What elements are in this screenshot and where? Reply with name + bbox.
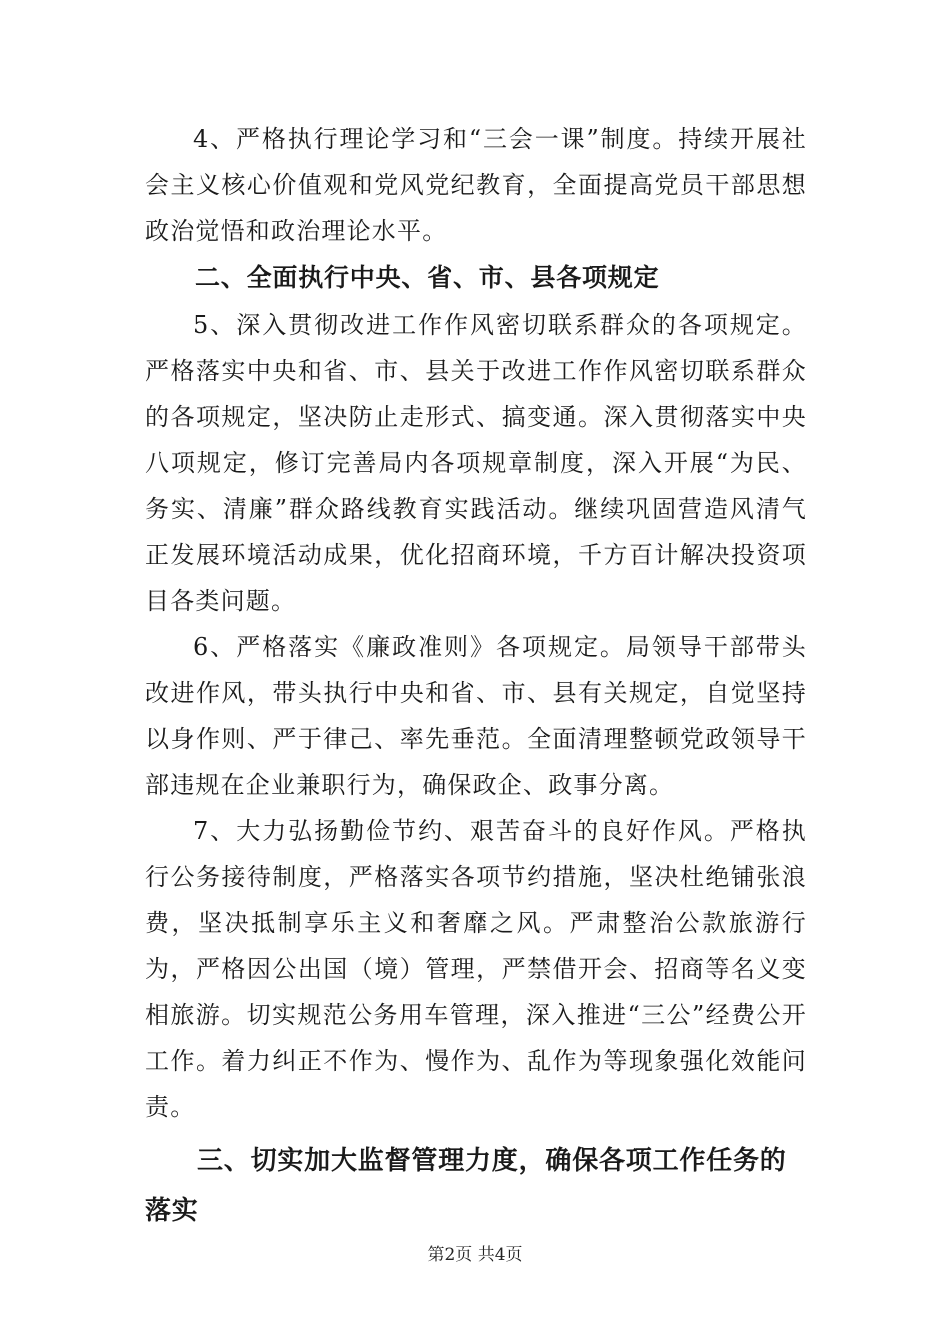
paragraph-6: 6、严格落实《廉政准则》各项规定。局领导干部带头改进作风，带头执行中央和省、市、县有关规定，自觉坚持以身作则、严于律己、率先垂范。全面清理整顿党政领导干部违规在企业兼职行为，确保政企、政事分离。: [145, 633, 807, 799]
paragraph-7: 7、大力弘扬勤俭节约、艰苦奋斗的良好作风。严格执行公务接待制度，严格落实各项节约措施，坚决杜绝铺张浪费，坚决抵制享乐主义和奢靡之风。严肃整治公款旅游行为，严格因公出国（境）管理，严禁借开会、招商等名义变相旅游。切实规范公务用车管理，深入推进“三公”经费公开工作。着力纠正不作为、慢作为、乱作为等现象强化效能问责。: [145, 817, 807, 1121]
section-heading-2: 二、全面执行中央、省、市、县各项规定: [195, 263, 660, 292]
document-body: [145, 116, 807, 1236]
paragraph-5: 5、深入贯彻改进工作作风密切联系群众的各项规定。严格落实中央和省、市、县关于改进工作作风密切联系群众的各项规定，坚决防止走形式、搞变通。深入贯彻落实中央八项规定，修订完善局内各项规章制度，深入开展“为民、务实、清廉”群众路线教育实践活动。继续巩固营造风清气正发展环境活动成果，优化招商环境，千方百计解决投资项目各类问题。: [145, 311, 807, 615]
paragraph-4: 4、严格执行理论学习和“三会一课”制度。持续开展社会主义核心价值观和党风党纪教育，全面提高党员干部思想政治觉悟和政治理论水平。: [145, 125, 807, 245]
page-footer: 第2页 共4页: [427, 1245, 523, 1265]
section-heading-3: 三、切实加大监督管理力度，确保各项工作任务的落实: [145, 1146, 787, 1226]
